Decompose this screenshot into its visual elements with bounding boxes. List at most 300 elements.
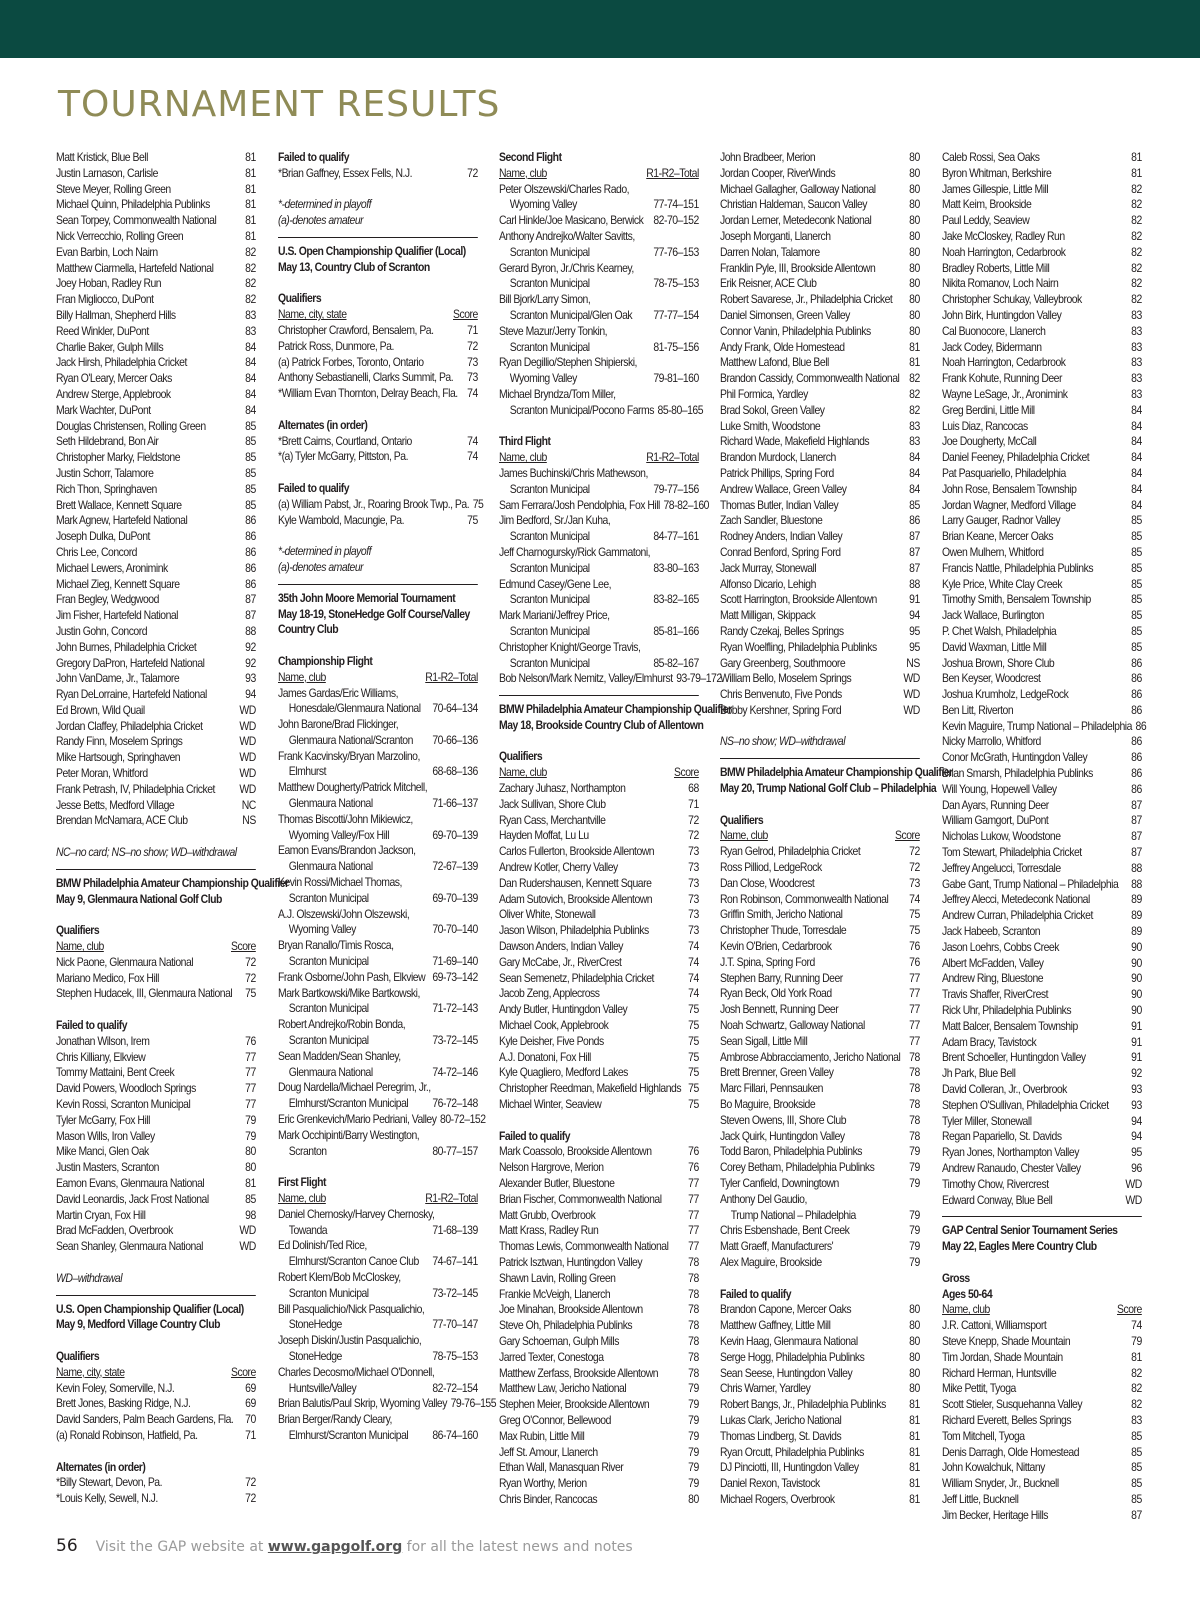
score: 80	[909, 277, 920, 291]
result-row	[56, 1239, 256, 1255]
score: 78-82–160	[663, 498, 709, 512]
score: 81	[909, 356, 920, 370]
score: 79	[688, 1413, 699, 1427]
result-row	[56, 197, 256, 213]
name-club: Alfonso Dicario, Lehigh	[720, 577, 816, 591]
header-band	[0, 0, 1200, 58]
name-club: Stephen Hudacek, III, Glenmaura National	[56, 987, 233, 1001]
score: 89	[1131, 909, 1142, 923]
result-row	[56, 1192, 256, 1208]
result-row	[499, 608, 699, 624]
score: 73	[688, 861, 699, 875]
result-row	[278, 1254, 478, 1270]
result-row	[499, 1018, 699, 1034]
score	[474, 1128, 478, 1144]
score: 87	[1131, 846, 1142, 860]
result-row	[942, 877, 1142, 893]
result-row	[278, 1381, 478, 1397]
result-row	[720, 608, 920, 624]
result-row	[942, 308, 1142, 324]
score: 76	[245, 1034, 256, 1048]
score: 78	[909, 1098, 920, 1112]
result-row	[56, 1491, 256, 1507]
score: 85	[245, 451, 256, 465]
result-row	[942, 703, 1142, 719]
score	[474, 812, 478, 828]
result-row	[720, 923, 920, 939]
score: 71	[467, 323, 478, 337]
spacer	[56, 1444, 236, 1460]
score: 84	[1131, 482, 1142, 496]
page-title: TOURNAMENT RESULTS	[58, 84, 501, 125]
result-row	[278, 434, 478, 450]
score	[695, 577, 699, 593]
score: 69-70–139	[432, 891, 478, 905]
result-row	[942, 529, 1142, 545]
name-club: Frank Osborne/John Pash, Elkview	[278, 970, 426, 984]
result-row	[56, 1065, 256, 1081]
score: 85	[245, 466, 256, 480]
result-row	[278, 166, 478, 182]
name-club: Brent Schoeller, Huntingdon Valley	[942, 1051, 1086, 1065]
result-row	[499, 1318, 699, 1334]
section-heading: Gross	[942, 1271, 970, 1285]
result-row	[720, 308, 920, 324]
result-row	[942, 1050, 1142, 1066]
result-row	[56, 1129, 256, 1145]
name-club: Scranton Municipal	[288, 1286, 369, 1300]
column-2	[278, 150, 497, 1444]
score: 73	[688, 908, 699, 922]
result-row	[942, 1193, 1142, 1209]
result-row	[942, 798, 1142, 814]
result-row	[720, 1255, 920, 1271]
name-club: Daniel Feeney, Philadelphia Cricket	[942, 451, 1090, 465]
result-row	[942, 971, 1142, 987]
result-row	[56, 403, 256, 419]
score: 85	[245, 482, 256, 496]
name-club: Justin Schorr, Talamore	[56, 466, 154, 480]
name-club: Bo Maguire, Brookside	[720, 1098, 816, 1112]
name-club: Paul Leddy, Seaview	[942, 214, 1030, 228]
result-row	[278, 1428, 478, 1444]
name-club: Alex Maguire, Brookside	[720, 1255, 822, 1269]
section-heading: May 20, Trump National Golf Club – Philadelphia	[720, 782, 937, 796]
name-club: Gerard Byron, Jr./Chris Kearney,	[499, 261, 634, 275]
score: 83-80–163	[653, 561, 699, 575]
name-club: Elmhurst/Scranton Canoe Club	[288, 1255, 419, 1269]
name-club: Douglas Christensen, Rolling Green	[56, 419, 206, 433]
name-club: Chris Binder, Rancocas	[499, 1492, 598, 1506]
score	[695, 292, 699, 308]
name-club: Anthony Andrejko/Walter Savitts,	[499, 229, 635, 243]
score: WD	[239, 703, 256, 717]
score: 75	[688, 1050, 699, 1064]
score: NS	[242, 814, 256, 828]
score: 80	[909, 198, 920, 212]
name-club: Brad McFadden, Overbrook	[56, 1224, 173, 1238]
result-row	[942, 1177, 1142, 1193]
name-club: Jh Park, Blue Bell	[942, 1067, 1016, 1081]
score: 81	[909, 1429, 920, 1443]
name-club: Carl Hinkle/Joe Masicano, Berwick	[499, 214, 644, 228]
score: 78	[688, 1319, 699, 1333]
score: 89	[1131, 893, 1142, 907]
score: 80	[245, 1145, 256, 1159]
name-club: Conrad Benford, Spring Ford	[720, 545, 841, 559]
name-club: Mark Occhipinti/Barry Westington,	[278, 1128, 420, 1142]
score: 80	[909, 166, 920, 180]
name-club: Chris Lee, Concord	[56, 545, 137, 559]
result-row	[720, 355, 920, 371]
result-row	[942, 545, 1142, 561]
result-row	[499, 340, 699, 356]
name-club: Mark Mariani/Jeffrey Price,	[499, 609, 610, 623]
score: 78	[688, 1366, 699, 1380]
name-club: Scott Harrington, Brookside Allentown	[720, 593, 877, 607]
column-header	[499, 166, 699, 182]
result-row	[942, 182, 1142, 198]
name-club: Steve Knepp, Shade Mountain	[942, 1334, 1071, 1348]
result-row	[278, 1049, 478, 1065]
name-club: Steven Owens, III, Shore Club	[720, 1113, 846, 1127]
result-row	[499, 561, 699, 577]
score: 74	[467, 434, 478, 448]
name-club: Darren Nolan, Talamore	[720, 245, 820, 259]
score: 84	[1131, 451, 1142, 465]
name-club: Bradley Roberts, Little Mill	[942, 261, 1050, 275]
name-club: William Bello, Moselem Springs	[720, 672, 852, 686]
section-heading: BMW Philadelphia Amateur Championship Qualifier	[720, 766, 953, 780]
result-row	[278, 812, 478, 828]
name-club: Ryan Jones, Northampton Valley	[942, 1146, 1079, 1160]
score: 78	[688, 1255, 699, 1269]
score: 79	[688, 1445, 699, 1459]
name-club: Denis Darragh, Olde Homestead	[942, 1445, 1080, 1459]
column-header	[56, 1365, 256, 1381]
result-row	[56, 813, 256, 829]
score: 70-64–134	[432, 702, 478, 716]
column-1	[56, 150, 289, 1507]
result-row	[278, 1302, 478, 1318]
result-row	[56, 577, 256, 593]
name-club: Jack Murray, Stonewall	[720, 561, 817, 575]
name-club: Jordan Wagner, Medford Village	[942, 498, 1076, 512]
section-heading: Alternates (in order)	[56, 1460, 146, 1474]
result-row	[278, 1223, 478, 1239]
name-club: Tim Jordan, Shade Mountain	[942, 1350, 1063, 1364]
result-row	[720, 1208, 920, 1224]
name-club: Brandon Murdock, Llanerch	[720, 451, 836, 465]
score: 72	[688, 813, 699, 827]
name-club: Cal Buonocore, Llanerch	[942, 324, 1046, 338]
score: 78	[688, 1287, 699, 1301]
spacer	[720, 719, 900, 735]
website-link[interactable]: www.gapgolf.org	[267, 1539, 403, 1555]
name-club: Michael Gallagher, Galloway National	[720, 182, 876, 196]
result-row	[942, 956, 1142, 972]
name-club: Scranton	[288, 1144, 327, 1158]
name-club: Mike Manci, Glen Oak	[56, 1145, 149, 1159]
result-row	[278, 843, 478, 859]
section-divider	[720, 750, 920, 759]
column-header	[278, 670, 478, 686]
score: 72	[909, 861, 920, 875]
section-heading: Alternates (in order)	[278, 418, 368, 432]
score: 98	[245, 1208, 256, 1222]
name-club: Randy Finn, Moselem Springs	[56, 735, 183, 749]
result-row	[56, 1223, 256, 1239]
score: 81	[909, 1477, 920, 1491]
result-row	[499, 892, 699, 908]
name-club: A.J. Olszewski/John Olszewski,	[278, 907, 410, 921]
page-footer	[56, 1536, 633, 1556]
result-row	[942, 419, 1142, 435]
score: 94	[909, 609, 920, 623]
name-club: Ross Pilliod, LedgeRock	[720, 861, 822, 875]
score: 80	[245, 1161, 256, 1175]
spacer	[720, 797, 900, 813]
result-row	[278, 323, 478, 339]
result-row	[942, 908, 1142, 924]
score	[474, 1080, 478, 1096]
result-row	[942, 197, 1142, 213]
result-row	[278, 1033, 478, 1049]
result-row	[56, 734, 256, 750]
score: 78	[688, 1271, 699, 1285]
name-club: Ryan DeLorraine, Hartefeld National	[56, 688, 207, 702]
result-row	[56, 213, 256, 229]
result-row	[720, 1081, 920, 1097]
name-club: Gary Schoeman, Gulph Mills	[499, 1334, 619, 1348]
score: 80	[909, 261, 920, 275]
result-row	[942, 782, 1142, 798]
name-club: (a) Ronald Robinson, Hatfield, Pa.	[56, 1428, 198, 1442]
result-row	[499, 466, 699, 482]
name-club: James Gardas/Eric Williams,	[278, 686, 398, 700]
name-club: Jeff St. Amour, Llanerch	[499, 1445, 598, 1459]
name-club: Jordan Claffey, Philadelphia Cricket	[56, 719, 203, 733]
name-club: Name, city, state	[278, 308, 347, 322]
score: WD	[1125, 1193, 1142, 1207]
result-row	[720, 340, 920, 356]
result-row	[499, 1050, 699, 1066]
score: 74	[909, 892, 920, 906]
name-club: Scranton Municipal	[509, 530, 590, 544]
score: Score	[231, 1365, 256, 1379]
result-row	[942, 1508, 1142, 1524]
score: 73	[909, 876, 920, 890]
score: 72	[245, 1492, 256, 1506]
name-club: Tommy Mattaini, Bent Creek	[56, 1066, 175, 1080]
name-club: Peter Olszewski/Charles Rado,	[499, 182, 630, 196]
score: 80	[909, 182, 920, 196]
score: 94	[245, 688, 256, 702]
score: 79	[688, 1398, 699, 1412]
name-club: Name, city, state	[56, 1365, 125, 1379]
name-club: Ryan Beck, Old York Road	[720, 987, 832, 1001]
result-row	[720, 1476, 920, 1492]
result-row	[56, 308, 256, 324]
score: Score	[231, 940, 256, 954]
result-row	[720, 939, 920, 955]
name-club: Michael Lewers, Aronimink	[56, 561, 168, 575]
result-row	[499, 1160, 699, 1176]
result-row	[499, 245, 699, 261]
result-row	[56, 687, 256, 703]
result-row	[278, 1065, 478, 1081]
result-row	[499, 1397, 699, 1413]
score: 84	[245, 403, 256, 417]
score	[474, 1365, 478, 1381]
result-row	[499, 387, 699, 403]
result-row	[720, 671, 920, 687]
result-row	[56, 640, 256, 656]
result-row	[942, 355, 1142, 371]
name-club: Joshua Brown, Shore Club	[942, 656, 1055, 670]
score: 82	[1131, 198, 1142, 212]
name-club: David Leonardis, Jack Frost National	[56, 1192, 209, 1206]
result-row	[720, 844, 920, 860]
name-club: David Powers, Woodloch Springs	[56, 1082, 196, 1096]
section-heading: BMW Philadelphia Amateur Championship Qualifier	[499, 703, 732, 717]
result-row	[942, 687, 1142, 703]
score: 74-72–146	[432, 1065, 478, 1079]
score: 85-82–167	[653, 656, 699, 670]
result-row	[56, 229, 256, 245]
name-club: Francis Nattle, Philadelphia Publinks	[942, 561, 1094, 575]
name-club: Elmhurst/Scranton Municipal	[288, 1097, 409, 1111]
result-row	[720, 419, 920, 435]
name-club: Brad Sokol, Green Valley	[720, 403, 825, 417]
result-row	[56, 703, 256, 719]
name-club: Chris Benvenuto, Five Ponds	[720, 688, 842, 702]
result-row	[942, 1003, 1142, 1019]
score: 84	[245, 340, 256, 354]
result-row	[499, 656, 699, 672]
score: 90	[1131, 1004, 1142, 1018]
name-club: Kevin Rossi, Scranton Municipal	[56, 1098, 191, 1112]
name-club: Anthony Del Gaudio,	[720, 1192, 807, 1206]
result-row	[56, 1381, 256, 1397]
result-row	[499, 1176, 699, 1192]
score: 71	[688, 797, 699, 811]
name-club: Name, club	[942, 1303, 990, 1317]
result-row	[499, 213, 699, 229]
score: 87	[1131, 814, 1142, 828]
result-row	[720, 955, 920, 971]
score	[474, 1238, 478, 1254]
score: WD	[1125, 1177, 1142, 1191]
section-divider	[499, 687, 699, 696]
result-row	[942, 608, 1142, 624]
column-4	[720, 150, 953, 1508]
score: 77-74–151	[653, 198, 699, 212]
name-club: David Sanders, Palm Beach Gardens, Fla.	[56, 1413, 234, 1427]
name-club: Luke Smith, Woodstone	[720, 419, 821, 433]
name-club: Matthew Dougherty/Patrick Mitchell,	[278, 781, 428, 795]
score	[474, 749, 478, 765]
name-club: Jack Hirsh, Philadelphia Cricket	[56, 356, 187, 370]
score: 93-79–172	[676, 672, 722, 686]
score: 91	[1131, 1035, 1142, 1049]
column-header	[56, 939, 256, 955]
column-header	[278, 307, 478, 323]
result-row	[720, 624, 920, 640]
result-row	[942, 213, 1142, 229]
name-club: Stephen Meier, Brookside Allentown	[499, 1398, 650, 1412]
name-club: Ryan Cass, Merchantville	[499, 813, 606, 827]
score: 73	[688, 876, 699, 890]
result-row	[942, 813, 1142, 829]
name-club: Nicholas Lukow, Woodstone	[942, 830, 1061, 844]
name-club: Tyler Canfield, Downingtown	[720, 1177, 839, 1190]
section-divider	[942, 1208, 1142, 1217]
score: 72-67–139	[432, 860, 478, 874]
name-club: Sean Semenetz, Philadelphia Cricket	[499, 971, 654, 985]
section-heading: May 22, Eagles Mere Country Club	[942, 1240, 1097, 1254]
score	[474, 843, 478, 859]
result-row	[720, 150, 920, 166]
name-club: Daniel Rexon, Tavistock	[720, 1477, 820, 1491]
name-club: Sam Ferrara/Josh Pendolphia, Fox Hill	[499, 498, 660, 512]
name-club: Ryan Gelrod, Philadelphia Cricket	[720, 845, 861, 859]
score: 77	[245, 1066, 256, 1080]
name-club: Nelson Hargrove, Merion	[499, 1161, 604, 1175]
score: 81	[909, 1492, 920, 1506]
footnote: WD–withdrawal	[56, 1271, 123, 1285]
name-club: Gary Greenberg, Southmoore	[720, 656, 846, 670]
name-club: Glenmaura National	[288, 1065, 373, 1079]
score: 84	[909, 451, 920, 465]
score	[474, 1207, 478, 1223]
score: 77	[909, 1019, 920, 1033]
section-heading: May 9, Glenmaura National Golf Club	[56, 892, 222, 906]
name-club: Scranton Municipal	[509, 561, 590, 575]
score: 74	[688, 955, 699, 969]
name-club: Jim Fisher, Hartefeld National	[56, 609, 179, 623]
score: 77	[688, 1240, 699, 1254]
result-row	[499, 1287, 699, 1303]
result-row	[278, 954, 478, 970]
score: 90	[1131, 956, 1142, 970]
result-row	[720, 1113, 920, 1129]
score: 77	[909, 987, 920, 1001]
result-row	[942, 229, 1142, 245]
name-club: Jack Quirk, Huntingdon Valley	[720, 1129, 845, 1143]
name-club: Dawson Anders, Indian Valley	[499, 940, 624, 954]
name-club: Alexander Butler, Bluestone	[499, 1177, 615, 1190]
score: 74	[688, 971, 699, 985]
name-club: Bobby Kershner, Spring Ford	[720, 703, 842, 717]
score: 88	[245, 624, 256, 638]
result-row	[499, 1097, 699, 1113]
name-club: Matt Keim, Brookside	[942, 198, 1032, 212]
result-row	[56, 624, 256, 640]
result-row	[499, 1081, 699, 1097]
score: 72	[467, 339, 478, 353]
result-row	[499, 1144, 699, 1160]
name-club: Billy Hallman, Shepherd Hills	[56, 308, 176, 322]
result-row	[720, 434, 920, 450]
result-row	[499, 592, 699, 608]
result-row	[278, 717, 478, 733]
name-club: Chris Killiany, Elkview	[56, 1050, 146, 1064]
result-row	[942, 1476, 1142, 1492]
score: 81	[245, 214, 256, 228]
name-club: Kevin Maguire, Trump National – Philadelphia	[942, 719, 1132, 733]
result-row	[942, 276, 1142, 292]
